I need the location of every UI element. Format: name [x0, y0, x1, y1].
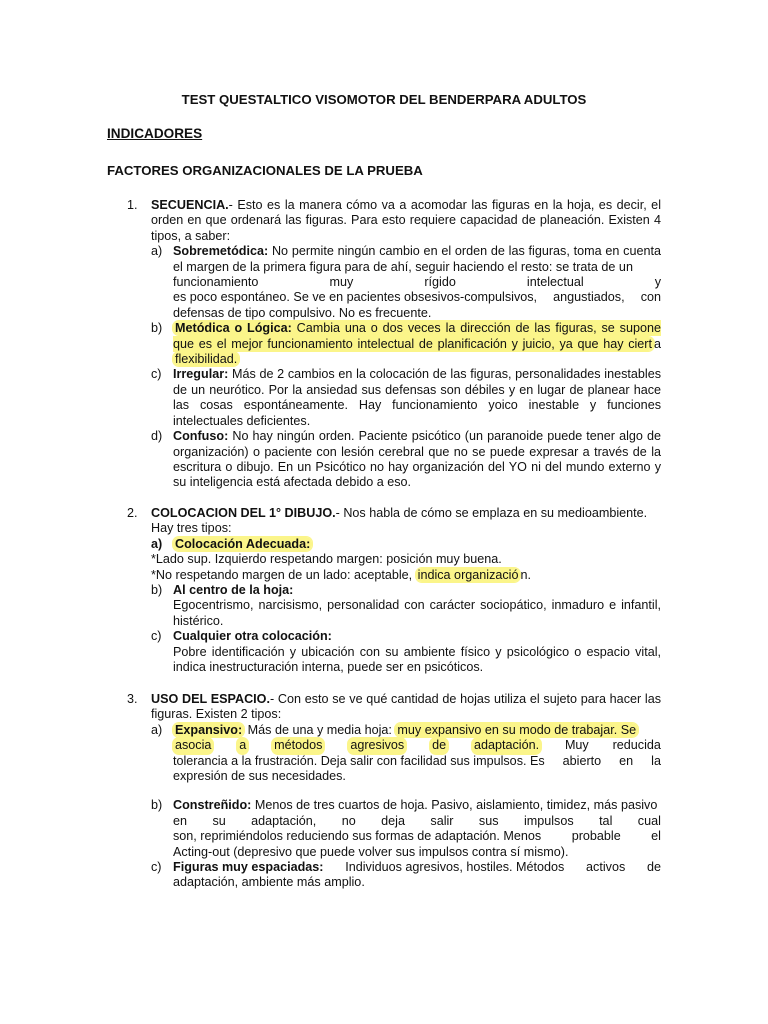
term-al-centro: Al centro de la hoja: [173, 583, 294, 598]
item-irregular: c) Irregular: Más de 2 cambios en la colocación de las figuras, personalidades inestables de un neurótico. Por la ansiedad sus defensas son débiles y en lugar de planear hace las cosas espontáneamente. Hay funcionamiento yoico inestable y funciones intelectuales deficientes. [151, 367, 661, 428]
item-expansivo: a) Expansivo: Más de una y media hoja: muy expansivo en su modo de trabajar. Se asocia a métodos agresivos de adaptación. Muy reducida tolerancia a la frustración. Deja salir con facilidad sus impulsos. Es abierto en la expresión de sus necesidades. [151, 722, 661, 784]
item-confuso: d) Confuso: No hay ningún orden. Paciente psicótico (un paranoide puede tener algo de organización) o paciente con lesión cerebral que no se puede expresar a través de la escritura o dibujo. En un Psicótico no hay organización del YO ni del mundo externo y su inteligencia está afectada debido a eso. [151, 429, 661, 490]
section-number: 1. [127, 198, 138, 212]
highlight [173, 723, 244, 737]
indicadores-heading: INDICADORES [107, 126, 203, 141]
item-al-centro: b) Al centro de la hoja: Egocentrismo, narcisismo, personalidad con carácter sociopático, inmaduro e infantil, histérico. [151, 583, 661, 628]
highlight: Metódica o Lógica: Cambia una o dos veces la dirección de las figuras, se supone que es el mejor funcionamiento intelectual de planificación y juicio, ya que hay ciert [173, 321, 661, 351]
section-number: 2. [127, 506, 138, 520]
section-intro: COLOCACION DEL 1° DIBUJO.- Nos habla de cómo se emplaza en su medioambiente. [151, 506, 648, 520]
section-intro: SECUENCIA.- Esto es la manera cómo va a acomodar las figuras en la hoja, es decir, el orden en que ordenará las figuras. Para esto requiere capacidad de planeación. Existen 4 tipos, a saber: [151, 198, 661, 243]
section-intro: USO DEL ESPACIO.- Con esto se ve qué cantidad de hojas utiliza el sujeto para hacer las figuras. Existen 2 tipos: [151, 692, 662, 722]
item-otra-colocacion: c) Cualquier otra colocación: Pobre identificación y ubicación con su ambiente físico y psicológico o espacio vital, indica inestructuración interna, puede ser en psicóticos. [151, 629, 661, 675]
highlight: flexibilidad. [175, 352, 238, 367]
document-title: TEST QUESTALTICO VISOMOTOR DEL BENDERPARA ADULTOS [181, 92, 587, 107]
term-otra-colocacion: Cualquier otra colocación: [173, 629, 332, 644]
item-constrenido: b) Constreñido: Menos de tres cuartos de hoja. Pasivo, aislamiento, timidez, más pasivo en su adaptación, no deja salir sus impulsos tal cual son, reprimiéndolos reduciendo sus formas de adaptación. Menos probable el Acting-out (depresivo que puede volver sus impulsos contra sí mismo). [151, 798, 661, 859]
highlight: indica organizació [417, 567, 519, 582]
term-metodica: Metódica o Lógica: [175, 321, 292, 336]
item-colocacion-adecuada: a) Colocación Adecuada: [151, 536, 311, 551]
term-sobremetodica: Sobremetódica: [173, 244, 269, 259]
section-secuencia [127, 198, 661, 491]
section-heading: USO DEL ESPACIO. [151, 692, 270, 706]
section-heading: COLOCACION DEL 1° DIBUJO. [151, 506, 336, 520]
term-colocacion-adecuada: Colocación Adecuada: [175, 536, 311, 551]
item-sobremetodica: a) Sobremetódica: No permite ningún cambio en el orden de las figuras, toma en cuenta el margen de la primera figura para de ahí, seguir haciendo el resto: se trata de un funcionamiento muy rígido intelectual y es poco espontáneo. Se ve en pacientes obsesivos-compulsivos, angustiados, con defensas de tipo compulsivo. No es frecuente. [151, 244, 661, 320]
factores-heading: FACTORES ORGANIZACIONALES DE LA PRUEBA [107, 163, 423, 178]
item-metodica: b) Metódica o Lógica: Cambia una o dos veces la dirección de las figuras, se supone que es el mejor funcionamiento intelectual de planificación y juicio, ya que hay ciert a flexibilidad. [151, 321, 661, 367]
term-constrenido: Constreñido: [173, 798, 252, 813]
section-number: 3. [127, 692, 138, 706]
term-irregular: Irregular: [173, 367, 229, 382]
item-figuras-espaciadas: c) Figuras muy espaciadas: Individuos agresivos, hostiles. Métodos activos de adaptación, ambiente más amplio. [151, 860, 661, 890]
term-figuras-espaciadas: Figuras muy espaciadas: [173, 860, 324, 875]
term-expansivo: Expansivo: [175, 722, 243, 737]
section-uso-espacio [127, 692, 661, 891]
term-confuso: Confuso: [173, 429, 229, 444]
highlight [173, 537, 312, 551]
section-colocacion: 2. COLOCACION DEL 1° DIBUJO.- Nos habla de cómo se emplaza en su medioambiente. Hay tres tipos: a) Colocación Adecuada: *Lado sup. Izquierdo respetando margen: posición muy buena. *No respetando margen de un lado: aceptable, indica organizació n. b) Al centro de la hoja: Egocentrismo, narcisismo, personalidad con carácter sociopático, inmaduro e infantil, histérico. c) Cualquier otra colocación: Pobre identificación y ubicación con su ambiente físico y psicológico o espacio vital, indica inestructuración interna, puede ser en psicóticos. [127, 506, 661, 675]
highlight: muy expansivo en su modo de trabajar. Se [397, 722, 637, 737]
section-heading: SECUENCIA. [151, 198, 229, 212]
